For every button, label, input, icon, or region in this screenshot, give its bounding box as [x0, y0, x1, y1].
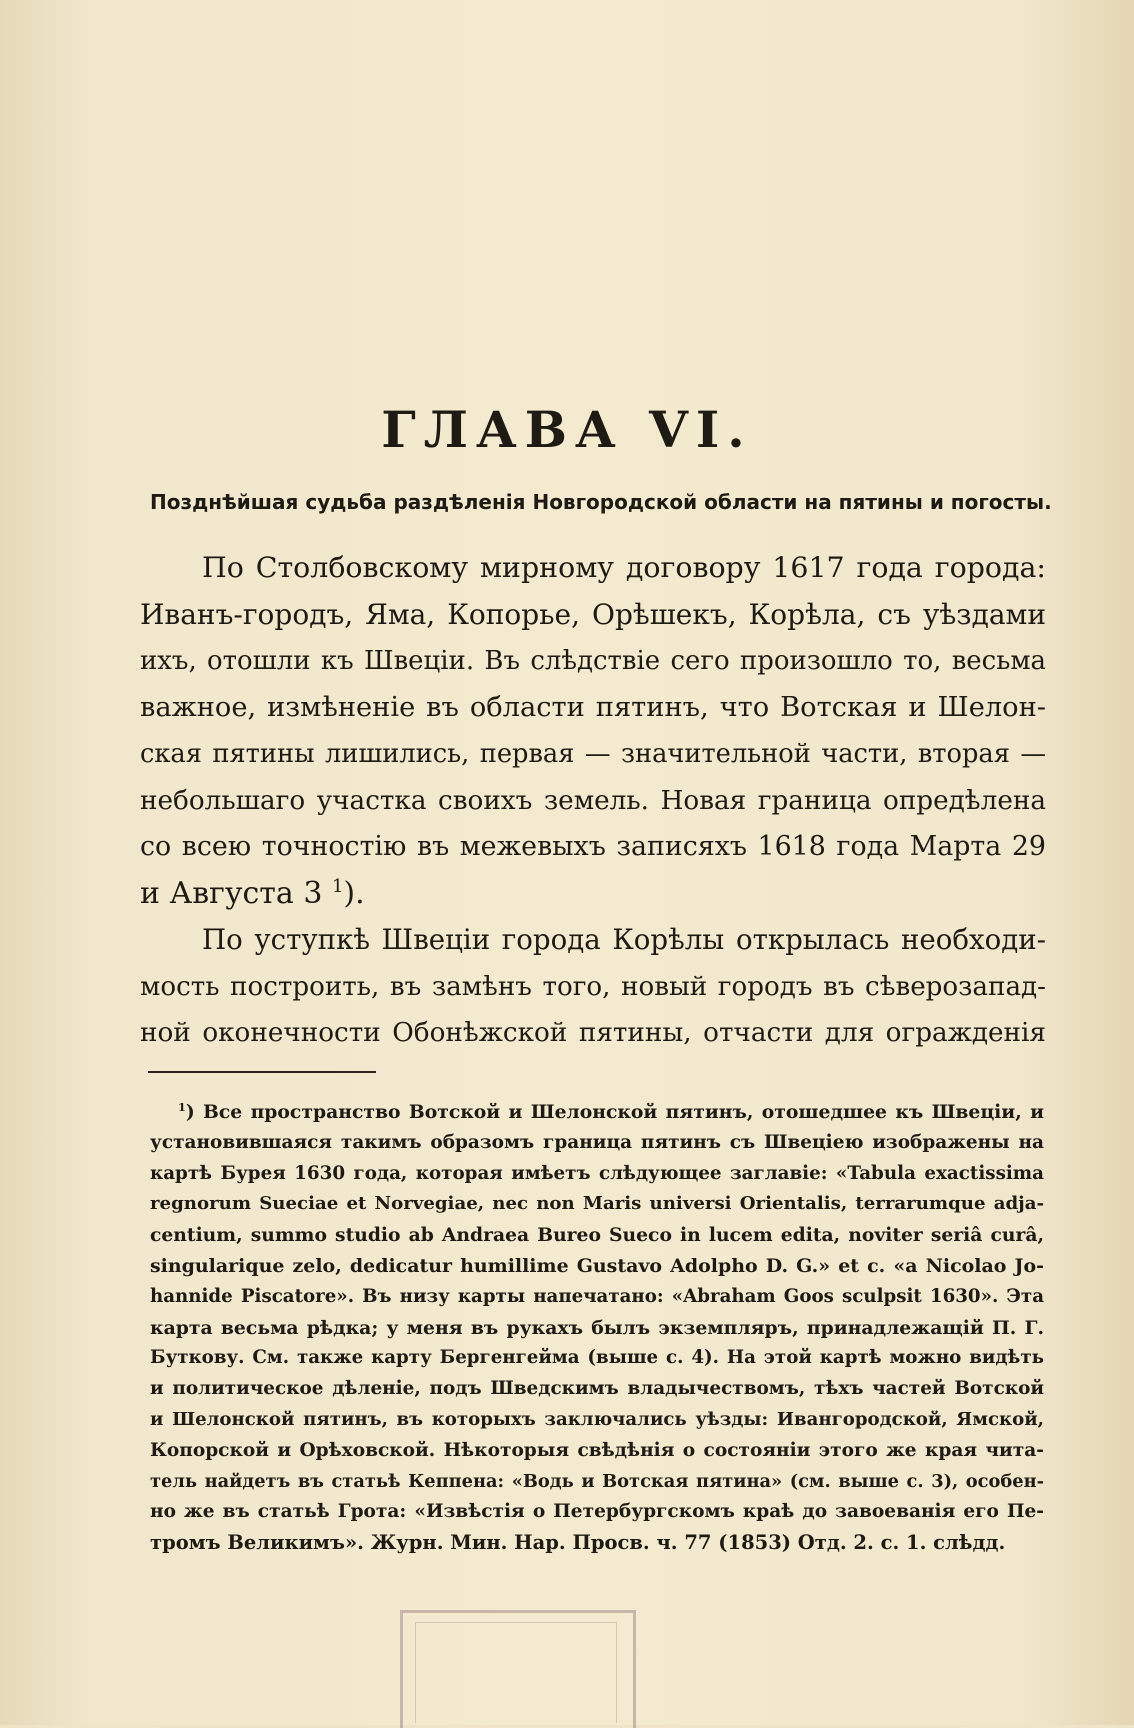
- footnote-line: и политическое дѣленіе, подъ Шведскимъ владычествомъ, тѣхъ частей Вотской: [150, 1378, 1044, 1400]
- footnote-marker: 1: [178, 1099, 186, 1114]
- footnote-line: Копорской и Орѣховской. Нѣкоторыя свѣдѣнія о состояніи этого же края чита-: [150, 1439, 1044, 1461]
- footnote-line: $^1$) Все пространство Вотской и Шелонской пятинъ, отошедшее къ Швеціи, и: [178, 1099, 1044, 1123]
- body-line: и Августа 3: [140, 875, 323, 911]
- body-line: ной оконечности Обонѣжской пятины, отчасти для огражденія: [140, 1018, 1046, 1048]
- footnote-reference: 1: [331, 875, 344, 897]
- chapter-subtitle: Позднѣйшая судьба раздѣленія Новгородской области на пятины и погосты.: [150, 490, 1052, 514]
- footnote-line: и Шелонской пятинъ, въ которыхъ заключались уѣзды: Ивангородской, Ямской,: [150, 1408, 1044, 1430]
- body-line: небольшаго участка своихъ земель. Новая граница опредѣлена: [140, 785, 1046, 816]
- body-line: По уступкѣ Швеціи города Корѣлы открылась необходи-: [202, 923, 1046, 956]
- body-line-with-footnote-ref: [140, 871, 1046, 918]
- footnote-line: centium, summo studio ab Andraea Bureo Sueco in lucem edita, noviter seriâ curâ,: [150, 1224, 1044, 1247]
- body-line: ихъ, отошли къ Швеціи. Въ слѣдствіе сего произошло то, весьма: [140, 646, 1046, 676]
- body-line: Иванъ-городъ, Яма, Копорье, Орѣшекъ, Корѣла, съ уѣздами: [140, 597, 1046, 631]
- footnote-divider: [148, 1071, 376, 1073]
- body-line: По Столбовскому мирному договору 1617 года города:: [202, 551, 1046, 584]
- body-line: ская пятины лишились, первая — значительной части, вторая —: [140, 739, 1046, 769]
- footnote-line: hannide Piscatore». Въ низу карты напечатано: «Abraham Goos sculpsit 1630». Эта: [150, 1285, 1044, 1307]
- library-stamp-inner: [415, 1622, 617, 1723]
- body-text: [140, 545, 1046, 1057]
- footnote-reference-close: ).: [343, 875, 365, 911]
- body-line: мость построить, въ замѣнъ того, новый городъ въ сѣверозапад-: [140, 971, 1046, 1002]
- body-line: важное, измѣненіе въ области пятинъ, что Вотская и Шелон-: [140, 691, 1046, 723]
- footnote-line: картѣ Бурея 1630 года, которая имѣетъ слѣдующее заглавіе: «Tabula exactissima: [150, 1162, 1044, 1184]
- footnote-line: карта весьма рѣдка; у меня въ рукахъ былъ экземпляръ, принадлежащій П. Г.: [150, 1316, 1044, 1339]
- footnote-line: regnorum Sueciae et Norvegiae, nec non Maris universi Orientalis, terrarumque adja-: [150, 1193, 1044, 1215]
- footnote-line: установившаяся такимъ образомъ граница пятинъ съ Швеціею изображены на: [150, 1131, 1044, 1153]
- footnote: [150, 1097, 1044, 1559]
- footnote-line: singularique zelo, dedicatur humillime Gustavo Adolpho D. G.» et c. «a Nicolao Jo-: [150, 1254, 1044, 1277]
- body-line: со всею точностію въ межевыхъ записяхъ 1618 года Марта 29: [140, 831, 1046, 862]
- footnote-line: но же въ статьѣ Грота: «Извѣстія о Петербургскомъ краѣ до завоеванія его Пе-: [150, 1501, 1044, 1523]
- footnote-line: тель найдетъ въ статьѣ Кеппена: «Водь и Вотская пятина» (см. выше с. 3), особен-: [150, 1470, 1044, 1492]
- chapter-title: ГЛАВА VI.: [381, 400, 753, 459]
- footnote-line: тромъ Великимъ». Журн. Мин. Нар. Просв. ч. 77 (1853) Отд. 2. с. 1. слѣдд.: [150, 1531, 1006, 1555]
- footnote-line: Буткову. См. также карту Бергенгейма (выше с. 4). На этой картѣ можно видѣть: [150, 1347, 1044, 1369]
